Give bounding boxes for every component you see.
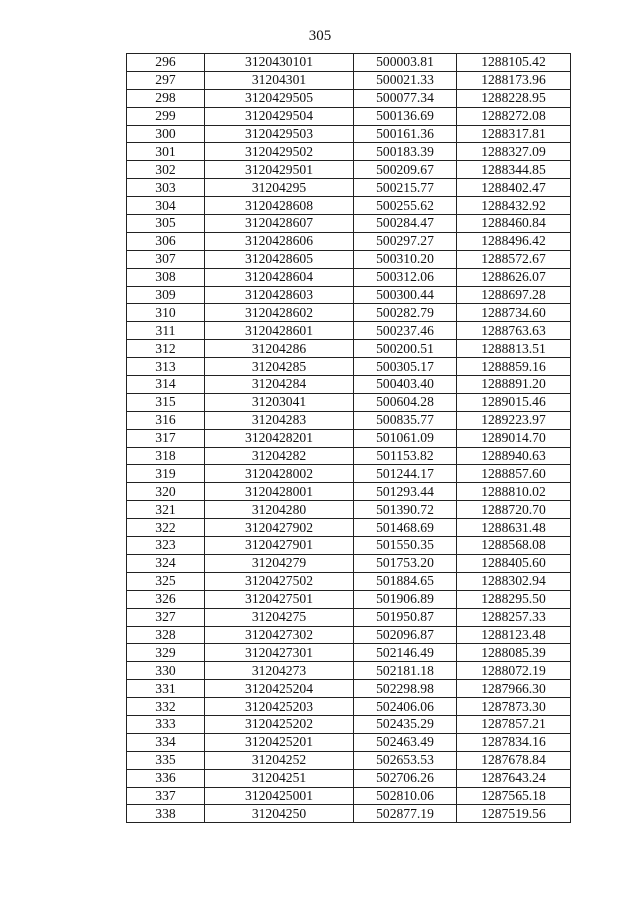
row-index-cell: 334	[127, 733, 205, 751]
row-index-cell: 333	[127, 715, 205, 733]
point-id-cell: 31203041	[205, 393, 354, 411]
y-coordinate-cell: 1287643.24	[457, 769, 571, 787]
row-index-cell: 320	[127, 483, 205, 501]
table-row	[127, 590, 571, 608]
point-id-cell: 3120429505	[205, 89, 354, 107]
row-index-cell: 307	[127, 250, 205, 268]
table-row	[127, 215, 571, 233]
point-id-cell: 3120428605	[205, 250, 354, 268]
x-coordinate-cell: 502406.06	[354, 698, 457, 716]
x-coordinate-cell: 500215.77	[354, 179, 457, 197]
table-row	[127, 125, 571, 143]
point-id-cell: 3120425201	[205, 733, 354, 751]
table-row	[127, 751, 571, 769]
y-coordinate-cell: 1288072.19	[457, 662, 571, 680]
table-row	[127, 537, 571, 555]
row-index-cell: 330	[127, 662, 205, 680]
row-index-cell: 322	[127, 519, 205, 537]
y-coordinate-cell: 1288317.81	[457, 125, 571, 143]
row-index-cell: 335	[127, 751, 205, 769]
table-row	[127, 286, 571, 304]
x-coordinate-cell: 502653.53	[354, 751, 457, 769]
y-coordinate-cell: 1288257.33	[457, 608, 571, 626]
table-row	[127, 572, 571, 590]
row-index-cell: 308	[127, 268, 205, 286]
point-id-cell: 3120428604	[205, 268, 354, 286]
x-coordinate-cell: 502435.29	[354, 715, 457, 733]
y-coordinate-cell: 1288302.94	[457, 572, 571, 590]
x-coordinate-cell: 500237.46	[354, 322, 457, 340]
row-index-cell: 332	[127, 698, 205, 716]
point-id-cell: 31204282	[205, 447, 354, 465]
y-coordinate-cell: 1288568.08	[457, 537, 571, 555]
table-row	[127, 680, 571, 698]
point-id-cell: 3120425204	[205, 680, 354, 698]
x-coordinate-cell: 502146.49	[354, 644, 457, 662]
point-id-cell: 31204285	[205, 358, 354, 376]
row-index-cell: 336	[127, 769, 205, 787]
x-coordinate-cell: 500021.33	[354, 71, 457, 89]
row-index-cell: 316	[127, 411, 205, 429]
y-coordinate-cell: 1288857.60	[457, 465, 571, 483]
y-coordinate-cell: 1288631.48	[457, 519, 571, 537]
table-row	[127, 322, 571, 340]
table-row	[127, 340, 571, 358]
point-id-cell: 3120428608	[205, 197, 354, 215]
row-index-cell: 314	[127, 376, 205, 394]
x-coordinate-cell: 501153.82	[354, 447, 457, 465]
point-id-cell: 31204273	[205, 662, 354, 680]
y-coordinate-cell: 1288891.20	[457, 376, 571, 394]
row-index-cell: 296	[127, 54, 205, 72]
point-id-cell: 3120429502	[205, 143, 354, 161]
x-coordinate-cell: 500305.17	[354, 358, 457, 376]
row-index-cell: 310	[127, 304, 205, 322]
x-coordinate-cell: 502096.87	[354, 626, 457, 644]
y-coordinate-cell: 1288173.96	[457, 71, 571, 89]
row-index-cell: 313	[127, 358, 205, 376]
x-coordinate-cell: 502463.49	[354, 733, 457, 751]
y-coordinate-cell: 1288813.51	[457, 340, 571, 358]
table-row	[127, 143, 571, 161]
row-index-cell: 304	[127, 197, 205, 215]
x-coordinate-cell: 500604.28	[354, 393, 457, 411]
x-coordinate-cell: 500403.40	[354, 376, 457, 394]
point-id-cell: 3120427501	[205, 590, 354, 608]
y-coordinate-cell: 1288810.02	[457, 483, 571, 501]
row-index-cell: 299	[127, 107, 205, 125]
point-id-cell: 3120428601	[205, 322, 354, 340]
y-coordinate-cell: 1287565.18	[457, 787, 571, 805]
point-id-cell: 3120427902	[205, 519, 354, 537]
table-row	[127, 644, 571, 662]
table-row	[127, 429, 571, 447]
x-coordinate-cell: 501884.65	[354, 572, 457, 590]
table-row	[127, 376, 571, 394]
y-coordinate-cell: 1288626.07	[457, 268, 571, 286]
row-index-cell: 317	[127, 429, 205, 447]
x-coordinate-cell: 500136.69	[354, 107, 457, 125]
x-coordinate-cell: 500312.06	[354, 268, 457, 286]
x-coordinate-cell: 501468.69	[354, 519, 457, 537]
y-coordinate-cell: 1288496.42	[457, 232, 571, 250]
table-row	[127, 805, 571, 823]
x-coordinate-cell: 501293.44	[354, 483, 457, 501]
y-coordinate-cell: 1288272.08	[457, 107, 571, 125]
x-coordinate-cell: 500284.47	[354, 215, 457, 233]
x-coordinate-cell: 501950.87	[354, 608, 457, 626]
x-coordinate-cell: 502877.19	[354, 805, 457, 823]
x-coordinate-cell: 500161.36	[354, 125, 457, 143]
y-coordinate-cell: 1287834.16	[457, 733, 571, 751]
x-coordinate-cell: 500200.51	[354, 340, 457, 358]
point-id-cell: 31204275	[205, 608, 354, 626]
x-coordinate-cell: 501753.20	[354, 554, 457, 572]
point-id-cell: 3120429504	[205, 107, 354, 125]
x-coordinate-cell: 500310.20	[354, 250, 457, 268]
point-id-cell: 3120428607	[205, 215, 354, 233]
y-coordinate-cell: 1288085.39	[457, 644, 571, 662]
point-id-cell: 3120428002	[205, 465, 354, 483]
y-coordinate-cell: 1288720.70	[457, 501, 571, 519]
y-coordinate-cell: 1288105.42	[457, 54, 571, 72]
y-coordinate-cell: 1288859.16	[457, 358, 571, 376]
point-id-cell: 3120428602	[205, 304, 354, 322]
row-index-cell: 309	[127, 286, 205, 304]
x-coordinate-cell: 500297.27	[354, 232, 457, 250]
y-coordinate-cell: 1289223.97	[457, 411, 571, 429]
x-coordinate-cell: 501244.17	[354, 465, 457, 483]
row-index-cell: 323	[127, 537, 205, 555]
x-coordinate-cell: 500255.62	[354, 197, 457, 215]
row-index-cell: 327	[127, 608, 205, 626]
row-index-cell: 338	[127, 805, 205, 823]
table-row	[127, 715, 571, 733]
x-coordinate-cell: 500077.34	[354, 89, 457, 107]
row-index-cell: 306	[127, 232, 205, 250]
y-coordinate-cell: 1287857.21	[457, 715, 571, 733]
table-row	[127, 304, 571, 322]
table-row	[127, 268, 571, 286]
point-id-cell: 31204286	[205, 340, 354, 358]
row-index-cell: 326	[127, 590, 205, 608]
row-index-cell: 337	[127, 787, 205, 805]
point-id-cell: 31204284	[205, 376, 354, 394]
x-coordinate-cell: 501061.09	[354, 429, 457, 447]
y-coordinate-cell: 1288432.92	[457, 197, 571, 215]
x-coordinate-cell: 502810.06	[354, 787, 457, 805]
row-index-cell: 305	[127, 215, 205, 233]
point-id-cell: 3120428001	[205, 483, 354, 501]
table-row	[127, 626, 571, 644]
table-row	[127, 161, 571, 179]
table-row	[127, 662, 571, 680]
x-coordinate-cell: 500003.81	[354, 54, 457, 72]
x-coordinate-cell: 500209.67	[354, 161, 457, 179]
point-id-cell: 31204279	[205, 554, 354, 572]
row-index-cell: 315	[127, 393, 205, 411]
table-row	[127, 483, 571, 501]
row-index-cell: 298	[127, 89, 205, 107]
y-coordinate-cell: 1288344.85	[457, 161, 571, 179]
table-row	[127, 71, 571, 89]
x-coordinate-cell: 502181.18	[354, 662, 457, 680]
point-id-cell: 3120428606	[205, 232, 354, 250]
table-row	[127, 787, 571, 805]
point-id-cell: 3120430101	[205, 54, 354, 72]
x-coordinate-cell: 500835.77	[354, 411, 457, 429]
point-id-cell: 3120425203	[205, 698, 354, 716]
y-coordinate-cell: 1288460.84	[457, 215, 571, 233]
coordinates-table	[126, 53, 571, 823]
row-index-cell: 324	[127, 554, 205, 572]
y-coordinate-cell: 1288940.63	[457, 447, 571, 465]
table-row	[127, 608, 571, 626]
table-row	[127, 179, 571, 197]
point-id-cell: 3120428201	[205, 429, 354, 447]
point-id-cell: 3120427901	[205, 537, 354, 555]
x-coordinate-cell: 500300.44	[354, 286, 457, 304]
point-id-cell: 3120427301	[205, 644, 354, 662]
row-index-cell: 301	[127, 143, 205, 161]
table-row	[127, 393, 571, 411]
coordinates-table-body	[127, 54, 571, 823]
row-index-cell: 328	[127, 626, 205, 644]
point-id-cell: 3120428603	[205, 286, 354, 304]
y-coordinate-cell: 1288295.50	[457, 590, 571, 608]
table-row	[127, 769, 571, 787]
y-coordinate-cell: 1287519.56	[457, 805, 571, 823]
x-coordinate-cell: 501906.89	[354, 590, 457, 608]
table-row	[127, 698, 571, 716]
y-coordinate-cell: 1288402.47	[457, 179, 571, 197]
row-index-cell: 312	[127, 340, 205, 358]
y-coordinate-cell: 1287678.84	[457, 751, 571, 769]
row-index-cell: 321	[127, 501, 205, 519]
y-coordinate-cell: 1287966.30	[457, 680, 571, 698]
y-coordinate-cell: 1288572.67	[457, 250, 571, 268]
row-index-cell: 319	[127, 465, 205, 483]
y-coordinate-cell: 1288123.48	[457, 626, 571, 644]
point-id-cell: 3120425001	[205, 787, 354, 805]
point-id-cell: 3120427302	[205, 626, 354, 644]
table-row	[127, 411, 571, 429]
x-coordinate-cell: 502706.26	[354, 769, 457, 787]
point-id-cell: 31204295	[205, 179, 354, 197]
table-row	[127, 733, 571, 751]
x-coordinate-cell: 500183.39	[354, 143, 457, 161]
row-index-cell: 331	[127, 680, 205, 698]
y-coordinate-cell: 1288228.95	[457, 89, 571, 107]
point-id-cell: 31204301	[205, 71, 354, 89]
row-index-cell: 329	[127, 644, 205, 662]
row-index-cell: 302	[127, 161, 205, 179]
x-coordinate-cell: 501390.72	[354, 501, 457, 519]
x-coordinate-cell: 500282.79	[354, 304, 457, 322]
table-row	[127, 107, 571, 125]
table-row	[127, 447, 571, 465]
row-index-cell: 311	[127, 322, 205, 340]
table-row	[127, 232, 571, 250]
point-id-cell: 3120425202	[205, 715, 354, 733]
point-id-cell: 31204280	[205, 501, 354, 519]
table-row	[127, 358, 571, 376]
row-index-cell: 297	[127, 71, 205, 89]
point-id-cell: 31204251	[205, 769, 354, 787]
row-index-cell: 325	[127, 572, 205, 590]
point-id-cell: 31204250	[205, 805, 354, 823]
y-coordinate-cell: 1288697.28	[457, 286, 571, 304]
page-number: 305	[308, 28, 332, 44]
y-coordinate-cell: 1287873.30	[457, 698, 571, 716]
point-id-cell: 31204283	[205, 411, 354, 429]
point-id-cell: 3120427502	[205, 572, 354, 590]
table-row	[127, 554, 571, 572]
table-row	[127, 250, 571, 268]
y-coordinate-cell: 1288734.60	[457, 304, 571, 322]
table-row	[127, 501, 571, 519]
y-coordinate-cell: 1288763.63	[457, 322, 571, 340]
y-coordinate-cell: 1289014.70	[457, 429, 571, 447]
y-coordinate-cell: 1288327.09	[457, 143, 571, 161]
point-id-cell: 3120429503	[205, 125, 354, 143]
x-coordinate-cell: 501550.35	[354, 537, 457, 555]
y-coordinate-cell: 1288405.60	[457, 554, 571, 572]
x-coordinate-cell: 502298.98	[354, 680, 457, 698]
point-id-cell: 31204252	[205, 751, 354, 769]
y-coordinate-cell: 1289015.46	[457, 393, 571, 411]
table-row	[127, 197, 571, 215]
row-index-cell: 300	[127, 125, 205, 143]
point-id-cell: 3120429501	[205, 161, 354, 179]
table-row	[127, 54, 571, 72]
table-row	[127, 519, 571, 537]
table-row	[127, 89, 571, 107]
row-index-cell: 318	[127, 447, 205, 465]
table-row	[127, 465, 571, 483]
row-index-cell: 303	[127, 179, 205, 197]
